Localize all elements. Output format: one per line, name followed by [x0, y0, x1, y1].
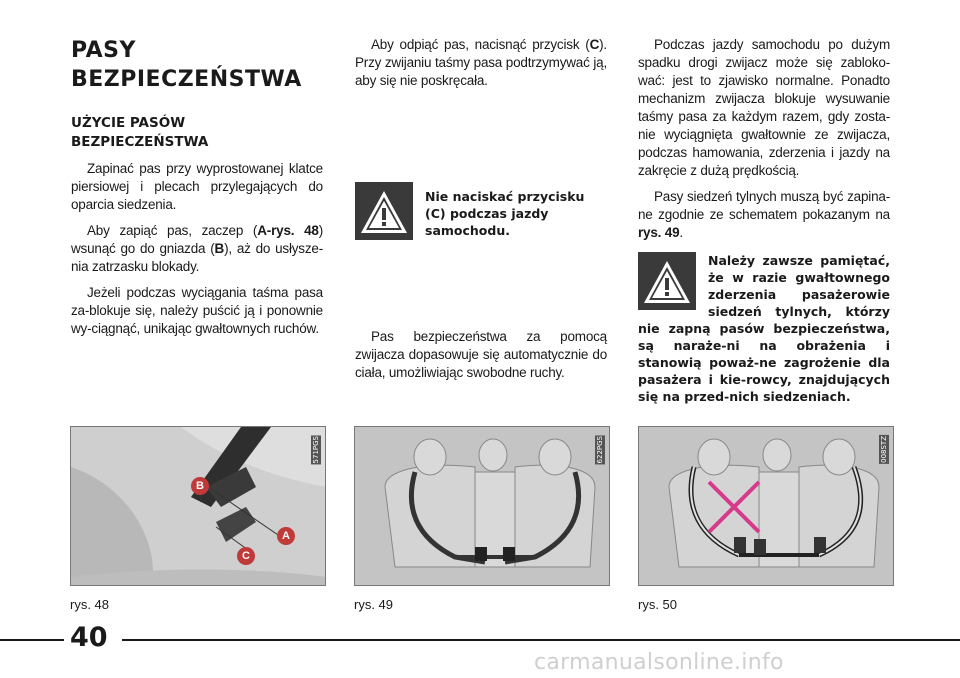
warning-box [355, 182, 607, 240]
warning-box-2 [638, 252, 890, 405]
column-2 [355, 36, 607, 90]
warning-text: Należy zawsze pamiętać, że w razie gwałtownego zderzenia pasażerowie siedzeń tylnych, którzy nie zapną pasów bezpieczeństwa, są naraże-ni na obrażenia i stanowią poważ-ne zagrożenie dla pasażera i kie-rowcy, znajdujących się na przed-nich siedzeniach. [638, 253, 890, 404]
paragraph: Pasy siedzeń tylnych muszą być zapina-ne zgodnie ze schematem pokazanym na rys. 49. [638, 189, 890, 240]
paragraph: Pas bezpieczeństwa za pomocą zwijacza dopasowuje się automatycznie do ciała, umożliwiając swobodne ruchy. [355, 329, 607, 380]
column-1 [71, 36, 323, 338]
footer-rule-left [0, 639, 64, 641]
paragraph: Zapinać pas przy wyprostowanej klatce piersiowej i plecach przylegających do oparcia siedzenia. [71, 161, 323, 212]
paragraph: Aby odpiąć pas, nacisnąć przycisk (C). Przy zwijaniu taśmy pasa podtrzymywać ją, aby się nie poskręcała. [355, 37, 607, 88]
warning-triangle-icon [355, 182, 413, 240]
label-badge-a: A [277, 527, 295, 545]
figure-caption: rys. 48 [70, 597, 110, 612]
figure-code: 571PGS [312, 436, 320, 464]
footer-rule-right [122, 639, 960, 641]
warning-text: Nie naciskać przycisku (C) podczas jazdy samochodu. [425, 189, 585, 238]
figure-50 [638, 426, 894, 586]
column-3 [638, 36, 890, 242]
figure-code: 622PGS [596, 436, 604, 464]
label-badge-c: C [237, 547, 255, 565]
section-subtitle: UŻYCIE PASÓW BEZPIECZEŃSTWA [71, 115, 209, 150]
figure-code: 008STZ [880, 436, 888, 463]
figure-48 [70, 426, 326, 586]
paragraph: Podczas jazdy samochodu po dużym spadku drogi zwijacz może się zabloko-wać: jest to zjawisko normalne. Ponadto mechanizm zwijacza blokuje wysuwanie taśmy pasa za każdym razem, gdy zosta-nie wyciągnięta gwałtownie ze zwijacza, podczas hamowania, zderzenia i jazdy na zakręcie z dużą prędkością. [638, 37, 890, 178]
page-number: 40 [70, 622, 108, 653]
figure-caption: rys. 49 [354, 597, 394, 612]
label-badge-b: B [191, 477, 209, 495]
figure-49 [354, 426, 610, 586]
warning-triangle-icon [638, 252, 696, 310]
paragraph: Jeżeli podczas wyciągania taśma pasa za-blokuje się, należy puścić ją i ponownie wy-ciągnąć, unikając gwałtownych ruchów. [71, 285, 323, 336]
section-title: PASY BEZPIECZEŃSTWA [71, 38, 302, 92]
paragraph: Aby zapiąć pas, zaczep (A-rys. 48) wsunąć go do gniazda (B), aż do usłysze-nia zatrzasku blokady. [71, 223, 324, 274]
figure-caption: rys. 50 [638, 597, 678, 612]
watermark: carmanualsonline.info [534, 650, 784, 675]
